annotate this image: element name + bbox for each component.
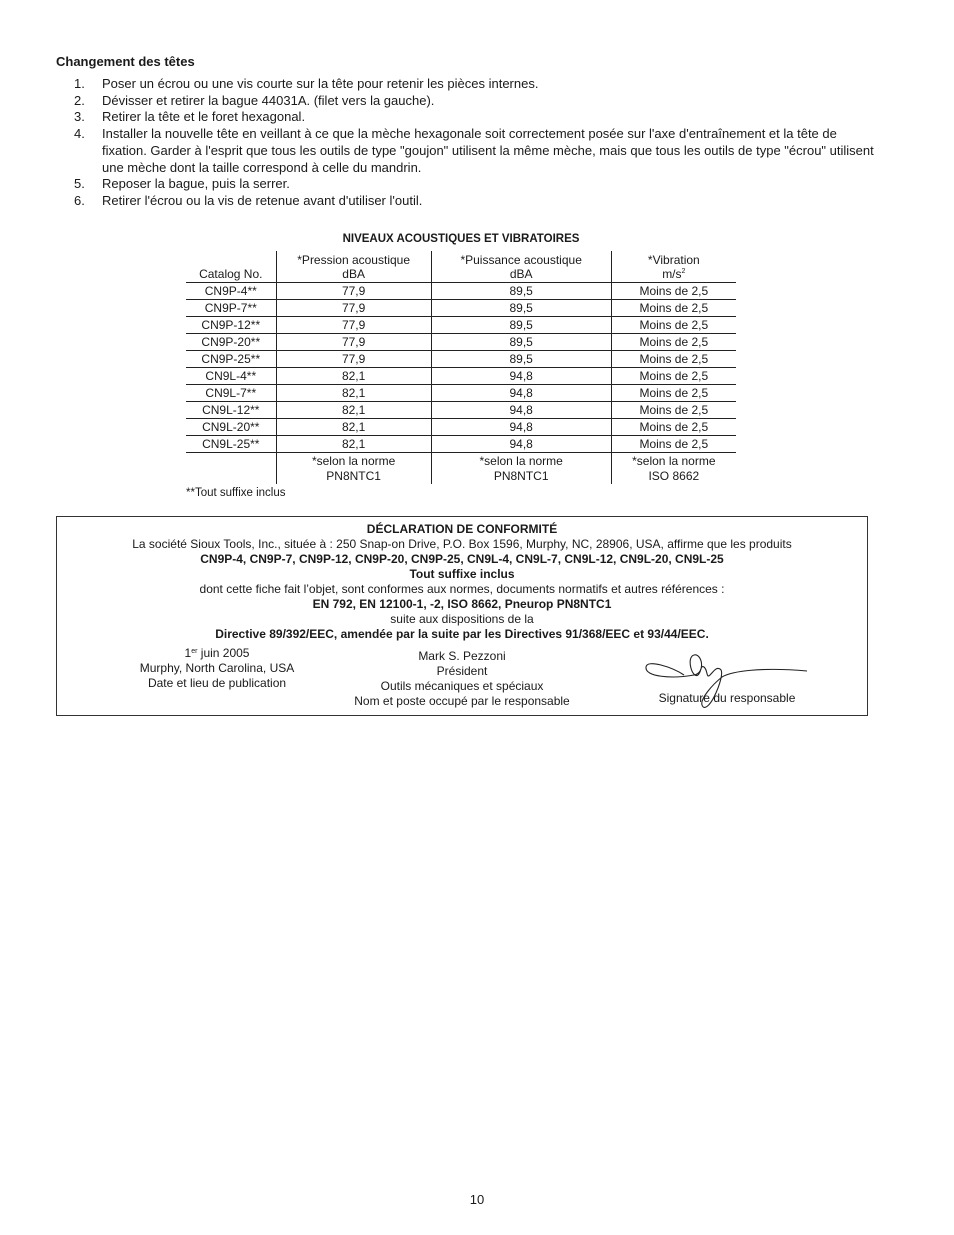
- table-row: [186, 385, 736, 402]
- declaration-standards: EN 792, EN 12100-1, -2, ISO 8662, Pneurop PN8NTC1: [312, 597, 612, 611]
- declaration-provisions: suite aux dispositions de la: [390, 612, 534, 626]
- cell-catalog: CN9L-12**: [186, 402, 276, 419]
- declaration-products: CN9P-4, CN9P-7, CN9P-12, CN9P-20, CN9P-25, CN9L-4, CN9L-7, CN9L-12, CN9L-20, CN9L-25: [200, 552, 724, 566]
- cell-power: 89,5: [431, 351, 611, 368]
- cell-catalog: CN9P-12**: [186, 317, 276, 334]
- cell-catalog: CN9L-7**: [186, 385, 276, 402]
- cell-power: 94,8: [431, 436, 611, 453]
- cell-catalog: CN9P-4**: [186, 283, 276, 300]
- signer-label: Nom et poste occupé par le responsable: [354, 694, 570, 708]
- cell-pressure: 82,1: [276, 436, 431, 453]
- cell-pressure: 82,1: [276, 419, 431, 436]
- cell-catalog: CN9P-20**: [186, 334, 276, 351]
- cell-pressure: 77,9: [276, 317, 431, 334]
- cell-vibration: Moins de 2,5: [611, 402, 736, 419]
- step-number: 5.: [74, 176, 85, 192]
- cell-catalog: CN9L-4**: [186, 368, 276, 385]
- cell-vibration: Moins de 2,5: [611, 351, 736, 368]
- cell-catalog: CN9P-25**: [186, 351, 276, 368]
- step-text: Dévisser et retirer la bague 44031A. (filet vers la gauche).: [102, 92, 435, 108]
- step-number: 2.: [74, 92, 85, 108]
- cell-pressure: 77,9: [276, 351, 431, 368]
- declaration-conformity: dont cette fiche fait l’objet, sont conformes aux normes, documents normatifs et autres références :: [199, 582, 725, 596]
- cell-pressure: 82,1: [276, 385, 431, 402]
- cell-catalog: CN9L-20**: [186, 419, 276, 436]
- cell-power: 94,8: [431, 419, 611, 436]
- col-header-power: *Puissance acoustique dBA: [431, 251, 611, 283]
- cell-power: 94,8: [431, 385, 611, 402]
- step-text: Poser un écrou ou une vis courte sur la tête pour retenir les pièces internes.: [102, 76, 539, 91]
- table-row: [186, 419, 736, 436]
- step-number: 1.: [74, 76, 85, 91]
- declaration-suffix: Tout suffixe inclus: [409, 567, 515, 581]
- table-row: [186, 334, 736, 351]
- step-text: Retirer l'écrou ou la vis de retenue avant d'utiliser l'outil.: [102, 192, 423, 208]
- step-number: 6.: [74, 192, 85, 208]
- table-row: [186, 368, 736, 385]
- acoustic-vibration-table: [186, 251, 736, 484]
- cell-pressure: 82,1: [276, 402, 431, 419]
- date-label: Date et lieu de publication: [147, 676, 287, 690]
- cell-vibration: Moins de 2,5: [611, 317, 736, 334]
- cell-pressure: 77,9: [276, 334, 431, 351]
- step-text: Reposer la bague, puis la serrer.: [102, 176, 290, 192]
- table-row: [186, 283, 736, 300]
- declaration-title: DÉCLARATION DE CONFORMITÉ: [366, 522, 558, 536]
- footer-empty-cell: [186, 453, 276, 485]
- cell-pressure: 82,1: [276, 368, 431, 385]
- cell-catalog: CN9L-25**: [186, 436, 276, 453]
- footer-pressure-standard: *selon la norme PN8NTC1: [276, 453, 431, 485]
- publication-place: Murphy, North Carolina, USA: [139, 661, 295, 675]
- table-footnote: **Tout suffixe inclus: [186, 487, 286, 499]
- signature-label: Signature du responsable: [658, 691, 796, 705]
- publication-date: 1er juin 2005: [184, 646, 250, 660]
- step-item: [56, 109, 876, 126]
- footer-power-standard: *selon la norme PN8NTC1: [431, 453, 611, 485]
- cell-vibration: Moins de 2,5: [611, 334, 736, 351]
- cell-power: 89,5: [431, 283, 611, 300]
- col-header-catalog: Catalog No.: [199, 267, 263, 281]
- steps-list: [56, 76, 876, 210]
- step-item: [56, 193, 876, 210]
- cell-power: 89,5: [431, 317, 611, 334]
- col-header-pressure: *Pression acoustique dBA: [276, 251, 431, 283]
- table-title: NIVEAUX ACOUSTIQUES ET VIBRATOIRES: [342, 233, 580, 245]
- col-header-vibration: *Vibration $m/s^2$: [611, 251, 736, 283]
- table-row: [186, 436, 736, 453]
- declaration-box: [56, 516, 868, 716]
- step-text: Retirer la tête et le foret hexagonal.: [102, 109, 306, 125]
- table-row: [186, 351, 736, 368]
- cell-vibration: Moins de 2,5: [611, 436, 736, 453]
- cell-power: 89,5: [431, 300, 611, 317]
- cell-vibration: Moins de 2,5: [611, 300, 736, 317]
- cell-power: 94,8: [431, 368, 611, 385]
- declaration-directive: Directive 89/392/EEC, amendée par la suite par les Directives 91/368/EEC et 93/44/EEC.: [215, 627, 709, 641]
- table-row: [186, 300, 736, 317]
- cell-vibration: Moins de 2,5: [611, 385, 736, 402]
- cell-catalog: CN9P-7**: [186, 300, 276, 317]
- cell-vibration: Moins de 2,5: [611, 368, 736, 385]
- step-item: [56, 126, 876, 176]
- signer-title: Président: [436, 664, 488, 678]
- signer-block: [337, 649, 587, 709]
- step-number: 4.: [74, 126, 85, 142]
- step-item: [56, 176, 876, 193]
- cell-vibration: Moins de 2,5: [611, 283, 736, 300]
- page-number: 10: [469, 1192, 485, 1207]
- table-row: [186, 317, 736, 334]
- step-item: [56, 93, 876, 110]
- section-heading: Changement des têtes: [56, 54, 195, 69]
- date-place-block: [127, 646, 307, 691]
- declaration-company: La société Sioux Tools, Inc., située à : 250 Snap-on Drive, P.O. Box 1596, Murphy, NC, 28906, USA, affirme que les produits: [132, 537, 792, 551]
- footer-vibration-standard: *selon la norme ISO 8662: [611, 453, 736, 485]
- step-number: 3.: [74, 109, 85, 125]
- cell-power: 94,8: [431, 402, 611, 419]
- signer-dept: Outils mécaniques et spéciaux: [380, 679, 544, 693]
- table-row: [186, 402, 736, 419]
- step-item: [56, 76, 876, 93]
- signer-name: Mark S. Pezzoni: [418, 649, 506, 663]
- cell-vibration: Moins de 2,5: [611, 419, 736, 436]
- cell-power: 89,5: [431, 334, 611, 351]
- step-text: Installer la nouvelle tête en veillant à ce que la mèche hexagonale soit correctement posée sur l'axe d'entraînement et la tête de fixation. Garder à l'esprit que tous les outils de type "goujon" utilisent la même mèche, mais que tous les outils de type "écrou" utilisent une mèche dont la taille correspond à celle du mandrin.: [102, 126, 874, 175]
- cell-pressure: 77,9: [276, 283, 431, 300]
- cell-pressure: 77,9: [276, 300, 431, 317]
